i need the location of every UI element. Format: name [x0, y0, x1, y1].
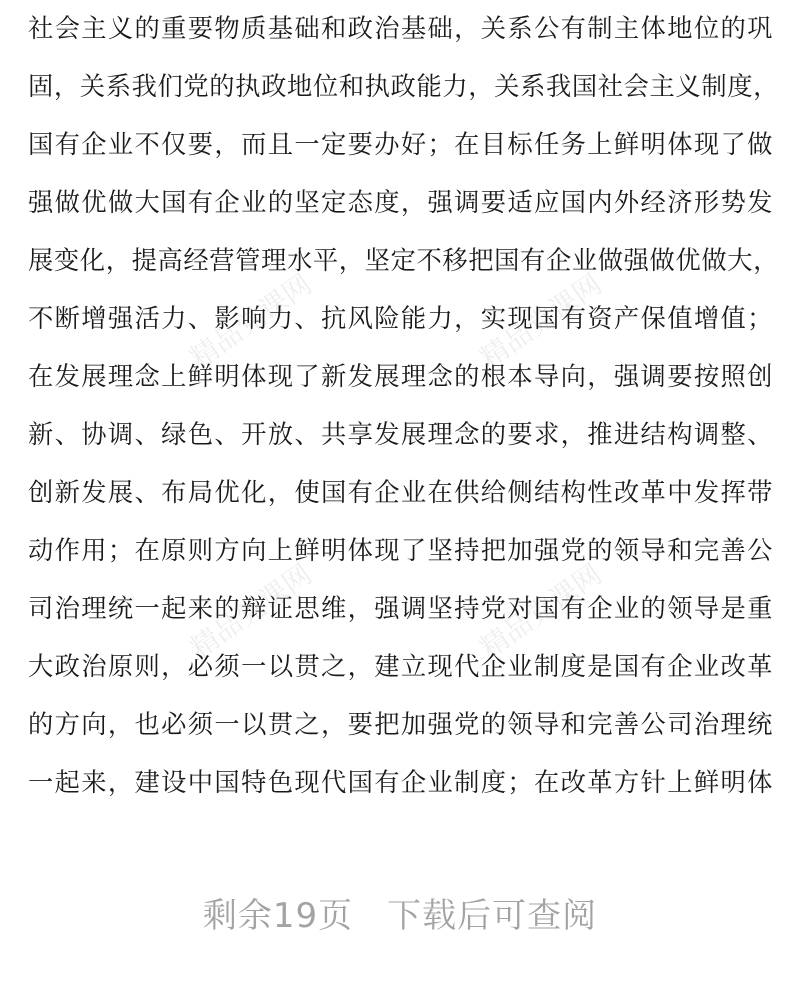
document-body: [28, 0, 780, 812]
text-line: 创新发展、布局优化，使国有企业在供给侧结构性改革中发挥带: [28, 478, 773, 507]
watermark: 精品党课网: [184, 267, 318, 375]
text-line: 新、协调、绿色、开放、共享发展理念的要求，推进结构调整、: [28, 420, 773, 449]
text-line: 强做优做大国有企业的坚定态度，强调要适应国内外经济形势发: [28, 188, 773, 217]
text-line: 国有企业不仅要，而且一定要办好；在目标任务上鲜明体现了做: [28, 130, 773, 159]
text-line: 社会主义的重要物质基础和政治基础，关系公有制主体地位的巩: [28, 14, 773, 43]
download-to-view-label[interactable]: 下载后可查阅: [387, 896, 598, 936]
text-line: 不断增强活力、影响力、抗风险能力，实现国有资产保值增值；: [28, 304, 773, 333]
download-prompt-banner[interactable]: [0, 888, 800, 937]
text-line: 展变化，提高经营管理水平，坚定不移把国有企业做强做优做大，: [28, 246, 780, 275]
text-line: 动作用；在原则方向上鲜明体现了坚持把加强党的领导和完善公: [28, 536, 773, 565]
remaining-pages-label[interactable]: 剩余19页: [202, 896, 354, 936]
watermark: 精品党课网: [184, 557, 318, 665]
text-line: 固，关系我们党的执政地位和执政能力，关系我国社会主义制度，: [28, 72, 780, 101]
text-line: 一起来，建设中国特色现代国有企业制度；在改革方针上鲜明体: [28, 768, 773, 797]
text-line: 司治理统一起来的辩证思维，强调坚持党对国有企业的领导是重: [28, 594, 773, 623]
watermark: 精品党课网: [474, 557, 608, 665]
watermark: 精品党课网: [474, 267, 608, 375]
text-line: 在发展理念上鲜明体现了新发展理念的根本导向，强调要按照创: [28, 362, 773, 391]
text-line: 大政治原则，必须一以贯之，建立现代企业制度是国有企业改革: [28, 652, 773, 681]
text-line: 的方向，也必须一以贯之，要把加强党的领导和完善公司治理统: [28, 710, 773, 739]
